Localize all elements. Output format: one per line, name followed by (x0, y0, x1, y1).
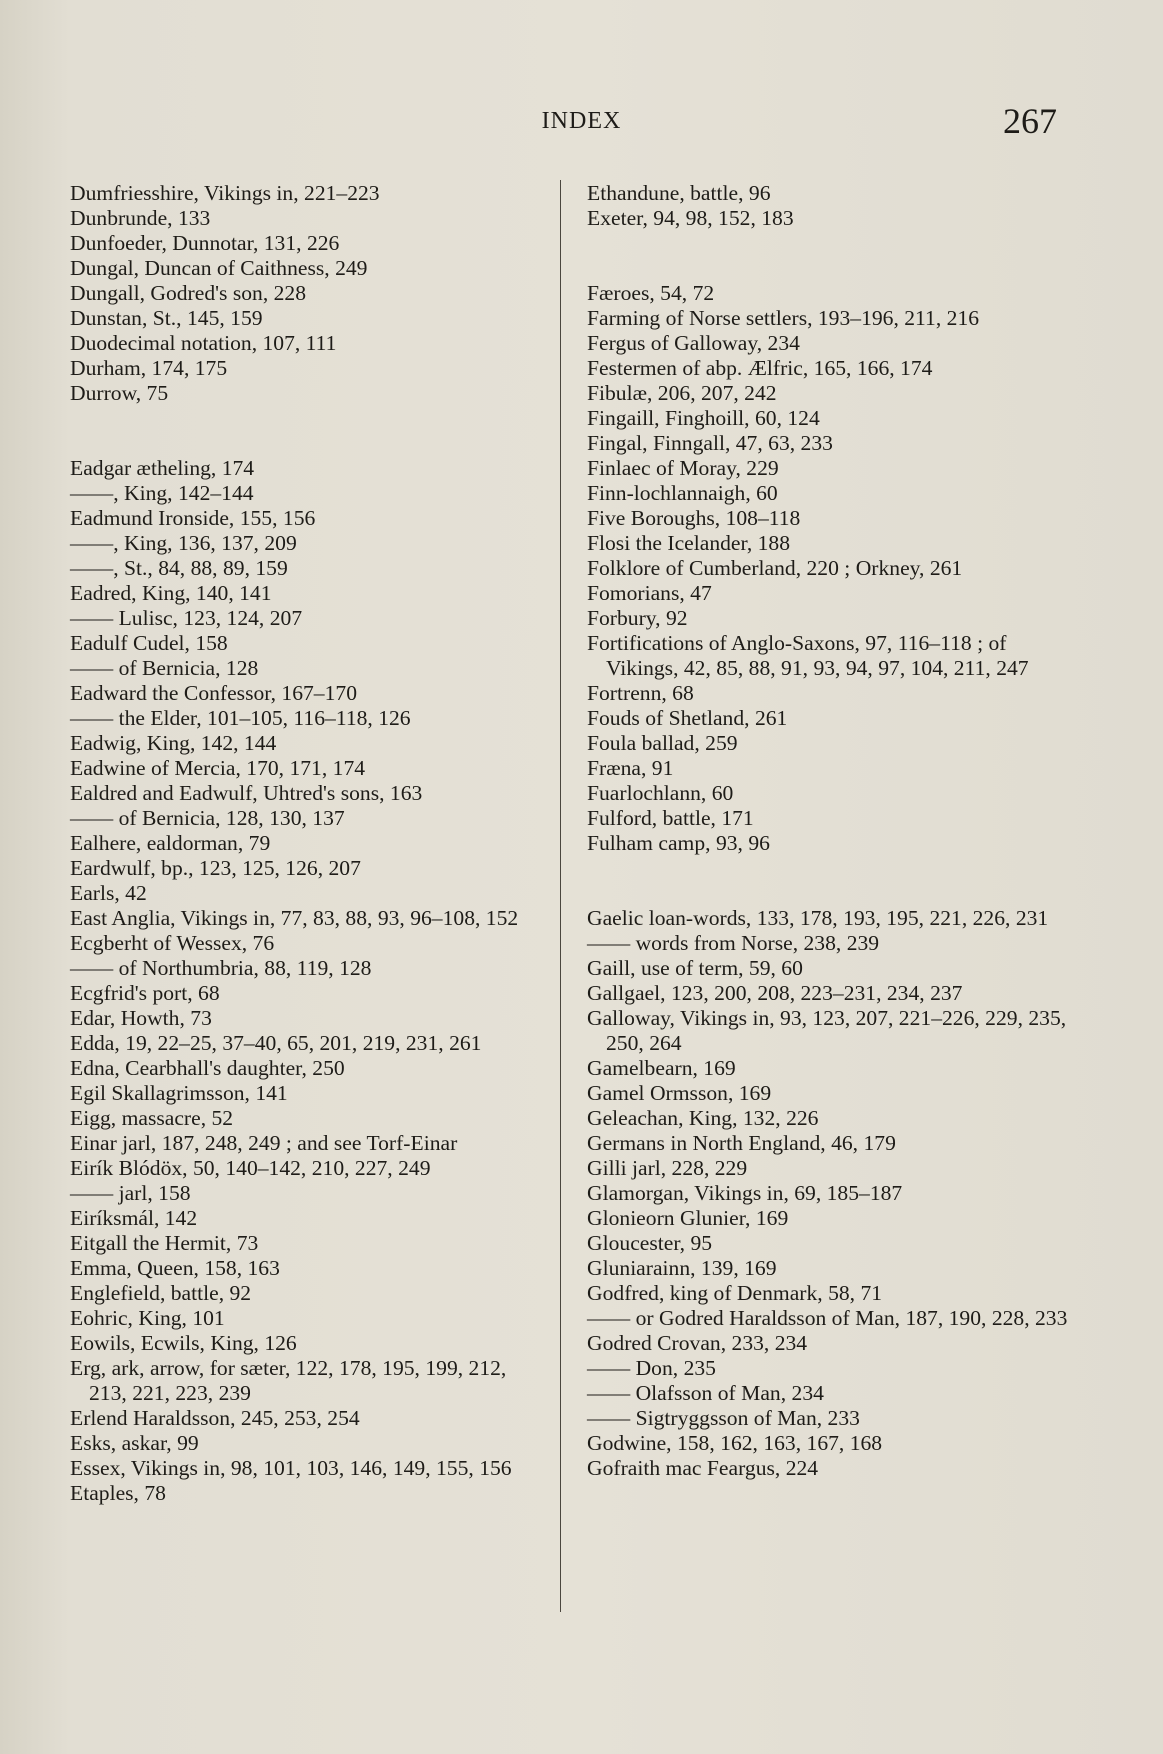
index-entry: Germans in North England, 46, 179 (587, 1131, 896, 1155)
index-entry: Fuarlochlann, 60 (587, 781, 734, 805)
index-entry: Dumfriesshire, Vikings in, 221–223 (70, 181, 380, 205)
index-entry: —— the Elder, 101–105, 116–118, 126 (70, 706, 411, 730)
index-entry: Gallgael, 123, 200, 208, 223–231, 234, 237 (587, 981, 963, 1005)
column-divider (560, 180, 561, 1612)
index-entry: Gloucester, 95 (587, 1231, 713, 1255)
index-entry: Fibulæ, 206, 207, 242 (587, 381, 777, 405)
index-entry: Finlaec of Moray, 229 (587, 456, 779, 480)
index-entry: Glonieorn Glunier, 169 (587, 1206, 789, 1230)
index-entry: Einar jarl, 187, 248, 249 ; and see Torf-Einar (70, 1131, 458, 1155)
index-entry: Eitgall the Hermit, 73 (70, 1231, 259, 1255)
index-entry: Gilli jarl, 228, 229 (587, 1156, 748, 1180)
section-gap (587, 856, 1077, 906)
index-entry: Gamelbearn, 169 (587, 1056, 736, 1080)
index-entry: Eadred, King, 140, 141 (70, 581, 272, 605)
section-gap (587, 231, 1077, 281)
index-entry: —— Don, 235 (587, 1356, 716, 1380)
index-entry: —— Lulisc, 123, 124, 207 (70, 606, 303, 630)
index-entry: Fortrenn, 68 (587, 681, 694, 705)
index-entry: —— Sigtryggsson of Man, 233 (587, 1406, 860, 1430)
index-entry: Eiríksmál, 142 (70, 1206, 198, 1230)
index-entry: Ecgberht of Wessex, 76 (70, 931, 275, 955)
index-entry: Eigg, massacre, 52 (70, 1106, 234, 1130)
index-entry: Fomorians, 47 (587, 581, 712, 605)
index-entry: Exeter, 94, 98, 152, 183 (587, 206, 794, 230)
index-entry: Egil Skallagrimsson, 141 (70, 1081, 288, 1105)
index-entry: Englefield, battle, 92 (70, 1281, 252, 1305)
index-entry: Fergus of Galloway, 234 (587, 331, 800, 355)
index-entry: Esks, askar, 99 (70, 1431, 199, 1455)
index-entry: Edda, 19, 22–25, 37–40, 65, 201, 219, 231, 261 (70, 1031, 482, 1055)
index-entry: Fulham camp, 93, 96 (587, 831, 770, 855)
index-entry: Forbury, 92 (587, 606, 688, 630)
index-entry: Gluniarainn, 139, 169 (587, 1256, 777, 1280)
index-entry: Dunbrunde, 133 (70, 206, 211, 230)
index-entry: Earls, 42 (70, 881, 147, 905)
index-entry: ——, St., 84, 88, 89, 159 (70, 556, 288, 580)
index-entry: Eadgar ætheling, 174 (70, 456, 255, 480)
index-entry: Eadmund Ironside, 155, 156 (70, 506, 316, 530)
index-entry: Foula ballad, 259 (587, 731, 738, 755)
index-entry: Dunfoeder, Dunnotar, 131, 226 (70, 231, 340, 255)
index-entry: Etaples, 78 (70, 1481, 166, 1505)
index-entry: Durrow, 75 (70, 381, 169, 405)
index-entry: Durham, 174, 175 (70, 356, 228, 380)
index-entry: Færoes, 54, 72 (587, 281, 715, 305)
index-entry: Fingaill, Finghoill, 60, 124 (587, 406, 820, 430)
index-entry: Gofraith mac Feargus, 224 (587, 1456, 819, 1480)
index-entry: Fræna, 91 (587, 756, 674, 780)
index-entry: Ealdred and Eadwulf, Uhtred's sons, 163 (70, 781, 423, 805)
index-entry: Eohric, King, 101 (70, 1306, 225, 1330)
index-column-left (70, 181, 540, 1506)
index-entry: —— of Bernicia, 128 (70, 656, 259, 680)
index-entry: Glamorgan, Vikings in, 69, 185–187 (587, 1181, 903, 1205)
page-number: 267 (1003, 101, 1057, 141)
index-entry: Dunstan, St., 145, 159 (70, 306, 263, 330)
index-entry: Godred Crovan, 233, 234 (587, 1331, 808, 1355)
index-entry: —— or Godred Haraldsson of Man, 187, 190, 228, 233 (587, 1306, 1068, 1330)
index-entry: ——, King, 136, 137, 209 (70, 531, 297, 555)
section-gap (70, 406, 540, 456)
index-entry: Dungal, Duncan of Caithness, 249 (70, 256, 368, 280)
index-entry: Emma, Queen, 158, 163 (70, 1256, 280, 1280)
index-entry: Eadwine of Mercia, 170, 171, 174 (70, 756, 366, 780)
index-entry: —— words from Norse, 238, 239 (587, 931, 880, 955)
index-entry: Flosi the Icelander, 188 (587, 531, 791, 555)
index-entry: Eowils, Ecwils, King, 126 (70, 1331, 297, 1355)
index-entry: ——, King, 142–144 (70, 481, 254, 505)
index-entry: —— of Bernicia, 128, 130, 137 (70, 806, 345, 830)
index-entry: Fingal, Finngall, 47, 63, 233 (587, 431, 833, 455)
index-entry: Festermen of abp. Ælfric, 165, 166, 174 (587, 356, 933, 380)
index-entry: —— of Northumbria, 88, 119, 128 (70, 956, 372, 980)
index-entry: —— jarl, 158 (70, 1181, 191, 1205)
index-entry: Fouds of Shetland, 261 (587, 706, 788, 730)
index-entry: Five Boroughs, 108–118 (587, 506, 801, 530)
index-entry: Eirík Blódöx, 50, 140–142, 210, 227, 249 (70, 1156, 431, 1180)
index-entry: Erlend Haraldsson, 245, 253, 254 (70, 1406, 360, 1430)
index-entry: Erg, ark, arrow, for sæter, 122, 178, 195, 199, 212, 213, 221, 223, 239 (70, 1356, 507, 1405)
running-header: INDEX (541, 108, 622, 134)
index-entry: Fulford, battle, 171 (587, 806, 754, 830)
index-entry: Gaelic loan-words, 133, 178, 193, 195, 221, 226, 231 (587, 906, 1049, 930)
index-entry: Eadward the Confessor, 167–170 (70, 681, 357, 705)
index-entry: Edar, Howth, 73 (70, 1006, 212, 1030)
index-entry: Godfred, king of Denmark, 58, 71 (587, 1281, 883, 1305)
index-entry: Ethandune, battle, 96 (587, 181, 771, 205)
index-entry: Ecgfrid's port, 68 (70, 981, 220, 1005)
index-entry: Gamel Ormsson, 169 (587, 1081, 772, 1105)
index-entry: Fortifications of Anglo-Saxons, 97, 116–118 ; of Vikings, 42, 85, 88, 91, 93, 94, 97, 104, 211, 247 (587, 631, 1029, 680)
index-column-right (587, 181, 1077, 1481)
index-entry: Gaill, use of term, 59, 60 (587, 956, 803, 980)
index-entry: Folklore of Cumberland, 220 ; Orkney, 261 (587, 556, 963, 580)
index-entry: Eardwulf, bp., 123, 125, 126, 207 (70, 856, 361, 880)
index-entry: Godwine, 158, 162, 163, 167, 168 (587, 1431, 883, 1455)
index-entry: East Anglia, Vikings in, 77, 83, 88, 93, 96–108, 152 (70, 906, 519, 930)
index-entry: Eadwig, King, 142, 144 (70, 731, 277, 755)
index-entry: Ealhere, ealdorman, 79 (70, 831, 271, 855)
index-entry: Eadulf Cudel, 158 (70, 631, 228, 655)
index-entry: Dungall, Godred's son, 228 (70, 281, 307, 305)
index-entry: Essex, Vikings in, 98, 101, 103, 146, 149, 155, 156 (70, 1456, 512, 1480)
index-entry: Edna, Cearbhall's daughter, 250 (70, 1056, 345, 1080)
index-entry: Galloway, Vikings in, 93, 123, 207, 221–226, 229, 235, 250, 264 (587, 1006, 1067, 1055)
index-entry: Farming of Norse settlers, 193–196, 211, 216 (587, 306, 980, 330)
index-entry: Finn-lochlannaigh, 60 (587, 481, 778, 505)
index-entry: —— Olafsson of Man, 234 (587, 1381, 824, 1405)
index-entry: Geleachan, King, 132, 226 (587, 1106, 819, 1130)
index-entry: Duodecimal notation, 107, 111 (70, 331, 337, 355)
